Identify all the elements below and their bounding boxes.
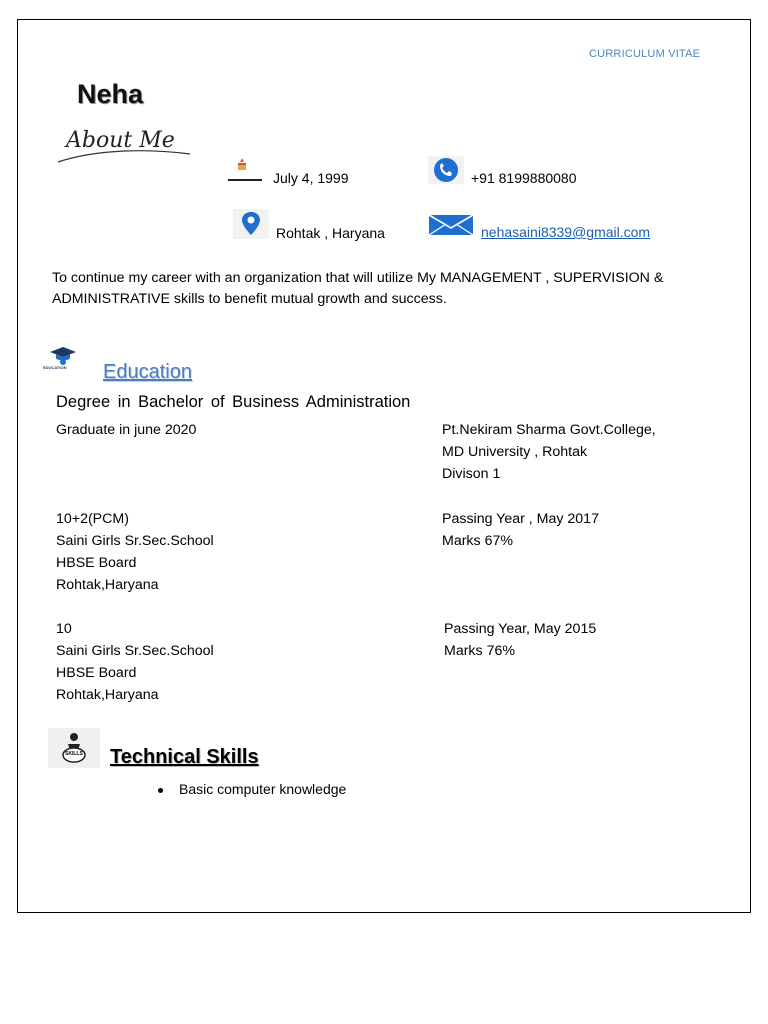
education-heading: Education xyxy=(103,361,192,383)
birthday-underline xyxy=(228,179,262,181)
resume-page xyxy=(17,19,751,913)
education-entry-right xyxy=(442,508,599,552)
birthday-icon xyxy=(232,158,252,176)
education-detail: Saini Girls Sr.Sec.School xyxy=(56,643,214,659)
education-detail: Rohtak,Haryana xyxy=(56,577,159,593)
education-detail: Passing Year , May 2017 xyxy=(442,511,599,527)
education-detail: Marks 67% xyxy=(442,533,513,549)
skills-icon-caption: SKILLS xyxy=(65,751,83,757)
about-underline-swoosh xyxy=(54,144,194,166)
email-link[interactable]: nehasaini8339@gmail.com xyxy=(481,224,651,240)
education-detail: 10+2(PCM) xyxy=(56,511,129,527)
location-text: Rohtak , Haryana xyxy=(276,225,385,241)
education-detail: HBSE Board xyxy=(56,555,137,571)
education-detail: Divison 1 xyxy=(442,466,501,482)
education-entry xyxy=(56,618,214,706)
education-detail: 10 xyxy=(56,621,72,637)
education-detail: Pt.Nekiram Sharma Govt.College, xyxy=(442,422,656,438)
education-detail: Rohtak,Haryana xyxy=(56,687,159,703)
phone-number: +91 8199880080 xyxy=(471,170,577,186)
date-of-birth: July 4, 1999 xyxy=(273,170,349,186)
document-label: CURRICULUM VITAE xyxy=(589,48,701,60)
education-entry xyxy=(56,508,214,596)
career-objective: To continue my career with an organization that will utilize My MANAGEMENT , SUPERVISION & ADMINISTRATIVE skills to benefit mutual growth and success. xyxy=(52,270,664,307)
phone-icon xyxy=(428,156,464,184)
education-entry xyxy=(56,419,196,441)
education-detail: Saini Girls Sr.Sec.School xyxy=(56,533,214,549)
location-pin-icon xyxy=(233,209,269,239)
education-detail: HBSE Board xyxy=(56,665,137,681)
about-me-heading: About Me xyxy=(66,128,175,153)
technical-skills-heading: Technical Skills xyxy=(110,746,259,768)
degree-title: Degree in Bachelor of Business Administration xyxy=(56,393,411,411)
education-detail: MD University , Rohtak xyxy=(442,444,588,460)
skill-item: Basic computer knowledge xyxy=(179,781,347,797)
education-detail: Marks 76% xyxy=(444,643,515,659)
education-entry-right xyxy=(444,618,596,662)
candidate-name: Neha xyxy=(77,79,144,109)
education-icon-caption: EDUCATION xyxy=(43,365,67,370)
mail-icon xyxy=(428,214,474,236)
education-entry-right xyxy=(442,419,656,485)
bullet-icon xyxy=(158,788,163,793)
skills-icon xyxy=(48,728,100,768)
education-detail: Graduate in june 2020 xyxy=(56,422,197,438)
education-detail: Passing Year, May 2015 xyxy=(444,621,597,637)
